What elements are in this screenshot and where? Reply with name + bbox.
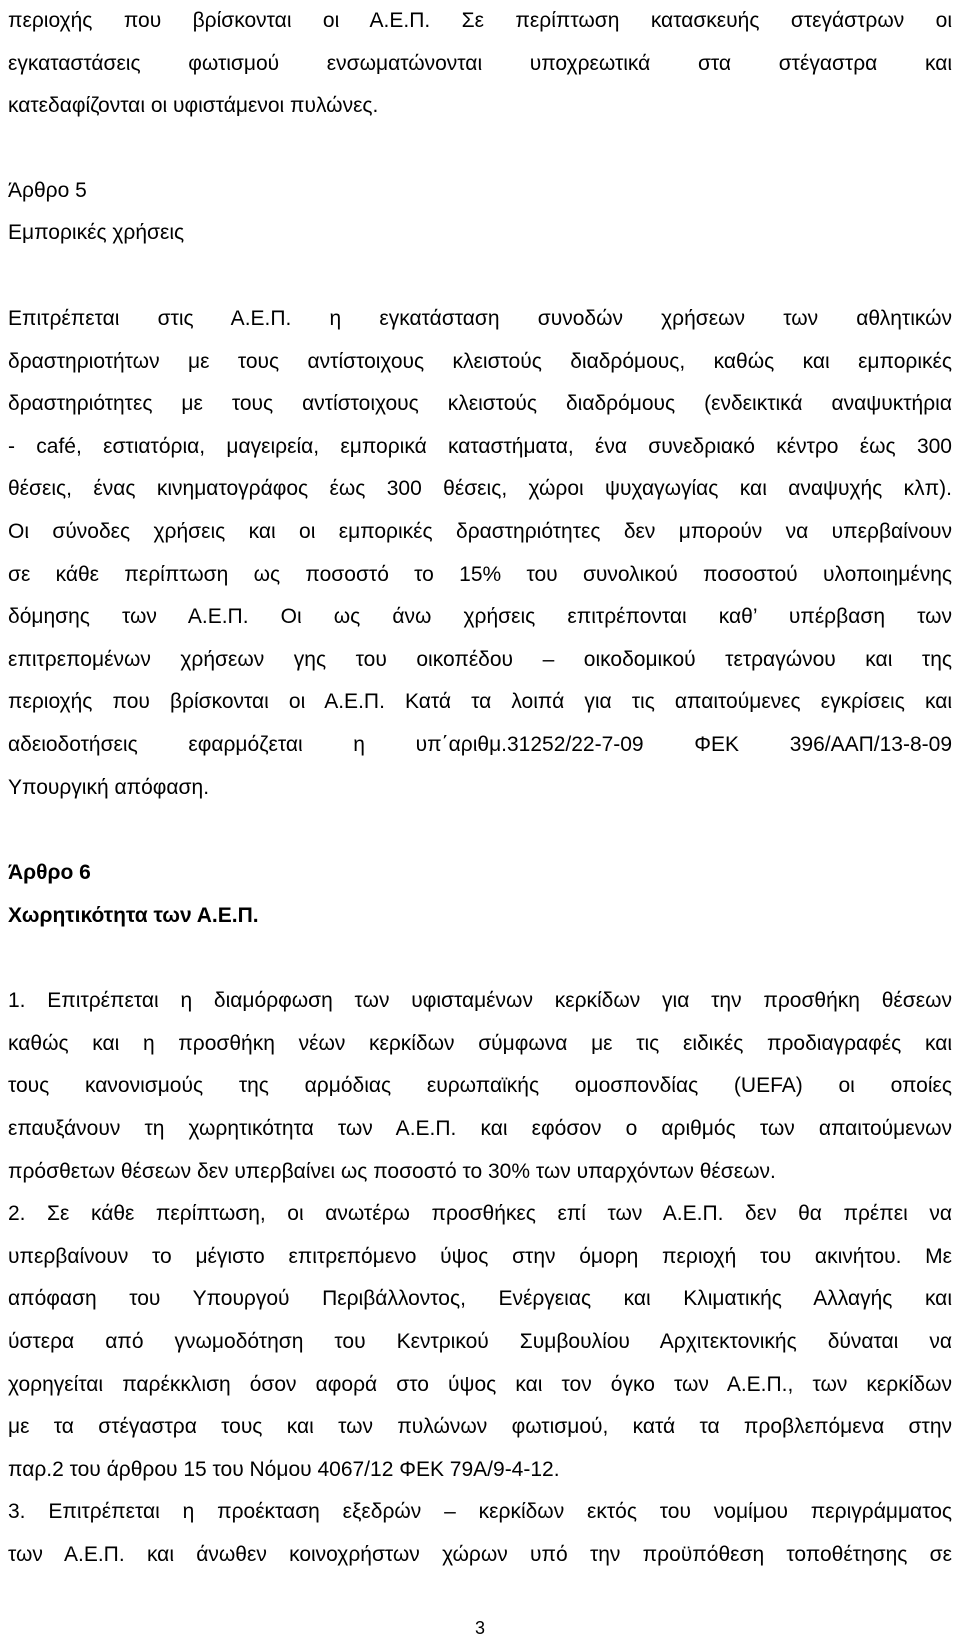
text-line: θέσεις, ένας κινηματογράφος έως 300 θέσεις, χώροι ψυχαγωγίας και αναψυχής κλπ). [8, 477, 952, 501]
text-line: σε κάθε περίπτωση ως ποσοστό το 15% του συνολικού ποσοστού υλοποιημένης [8, 562, 952, 586]
spacer [8, 128, 952, 170]
text-line: των Α.Ε.Π. και άνωθεν κοινοχρήστων χώρων υπό την προϋπόθεση τοποθέτησης σε [8, 1543, 952, 1566]
intro-paragraph [8, 0, 952, 128]
text-line: Υπουργική απόφαση. [8, 775, 210, 799]
text-line: πρόσθετων θέσεων δεν υπερβαίνει ως ποσοστό το 30% των υπαρχόντων θέσεων. [8, 1159, 776, 1183]
article-5-number: Άρθρο 5 [8, 178, 87, 202]
page-number: 3 [474, 1618, 485, 1638]
text-line: απόφαση του Υπουργού Περιβάλλοντος, Ενέργειας και Κλιματικής Αλλαγής και [8, 1287, 952, 1311]
article-6-number: Άρθρο 6 [8, 861, 91, 885]
text-line: 3. Επιτρέπεται η προέκταση εξεδρών – κερκίδων εκτός του νομίμου περιγράμματος [8, 1500, 952, 1524]
spacer [8, 809, 952, 852]
text-line: επαυξάνουν τη χωρητικότητα των Α.Ε.Π. και εφόσον ο αριθμός των απαιτούμενων [8, 1117, 952, 1141]
text-line: καθώς και η προσθήκη νέων κερκίδων σύμφωνα με τις ειδικές προδιαγραφές και [8, 1031, 952, 1055]
text-line: Επιτρέπεται στις Α.Ε.Π. η εγκατάσταση συνοδών χρήσεων των αθλητικών [8, 306, 952, 330]
article-5-body [8, 298, 952, 809]
text-line: τους κανονισμούς της αρμόδιας ευρωπαϊκής ομοσπονδίας (UEFA) οι οποίες [8, 1074, 952, 1098]
text-line: περιοχής που βρίσκονται οι Α.Ε.Π. Κατά τα λοιπά για τις απαιτούμενες εγκρίσεις και [8, 690, 952, 714]
article-6-body [8, 980, 952, 1576]
text-line: κατεδαφίζονται οι υφιστάμενοι πυλώνες. [8, 94, 379, 118]
spacer [8, 937, 952, 980]
text-line: 1. Επιτρέπεται η διαμόρφωση των υφισταμένων κερκίδων για την προσθήκη θέσεων [8, 989, 952, 1013]
text-line: εγκαταστάσεις φωτισμού ενσωματώνονται υποχρεωτικά στα στέγαστρα και [8, 51, 952, 75]
text-line: αδειοδοτήσεις εφαρμόζεται η υπ΄αριθμ.31252/22-7-09 ΦΕΚ 396/ΑΑΠ/13-8-09 [8, 732, 952, 756]
text-line: με τα στέγαστρα τους και των πυλώνων φωτισμού, κατά τα προβλεπόμενα στην [8, 1415, 952, 1439]
text-line: δραστηριοτήτων με τους αντίστοιχους κλειστούς διαδρόμους, καθώς και εμπορικές [8, 349, 952, 373]
text-line: επιτρεπομένων χρήσεων γης του οικοπέδου – οικοδομικού τετραγώνου και της [8, 647, 952, 671]
article-6-title: Χωρητικότητα των Α.Ε.Π. [8, 903, 259, 927]
spacer [8, 255, 952, 298]
text-line: δόμησης των Α.Ε.Π. Οι ως άνω χρήσεις επιτρέπονται καθ’ υπέρβαση των [8, 605, 952, 629]
text-line: περιοχής που βρίσκονται οι Α.Ε.Π. Σε περίπτωση κατασκευής στεγάστρων οι [8, 9, 952, 32]
text-line: 2. Σε κάθε περίπτωση, οι ανωτέρω προσθήκες επί των Α.Ε.Π. δεν θα πρέπει να [8, 1202, 952, 1226]
text-line: - café, εστιατόρια, μαγειρεία, εμπορικά καταστήματα, ένα συνεδριακό κέντρο έως 300 [8, 434, 952, 458]
text-line: υπερβαίνουν το μέγιστο επιτρεπόμενο ύψος στην όμορη περιοχή του ακινήτου. Με [8, 1244, 952, 1268]
text-line: Οι σύνοδες χρήσεις και οι εμπορικές δραστηριότητες δεν μπορούν να υπερβαίνουν [8, 519, 952, 543]
text-line: δραστηριότητες με τους αντίστοιχους κλειστούς διαδρόμους (ενδεικτικά αναψυκτήρια [8, 392, 952, 416]
text-line: παρ.2 του άρθρου 15 του Νόμου 4067/12 ΦΕΚ 79Α/9-4-12. [8, 1457, 560, 1481]
article-5-title: Εμπορικές χρήσεις [8, 221, 185, 245]
document-page [8, 0, 952, 1577]
text-line: ύστερα από γνωμοδότηση του Κεντρικού Συμβουλίου Αρχιτεκτονικής δύναται να [8, 1330, 952, 1354]
text-line: χορηγείται παρέκκλιση όσον αφορά στο ύψος και τον όγκο των Α.Ε.Π., των κερκίδων [8, 1372, 952, 1396]
